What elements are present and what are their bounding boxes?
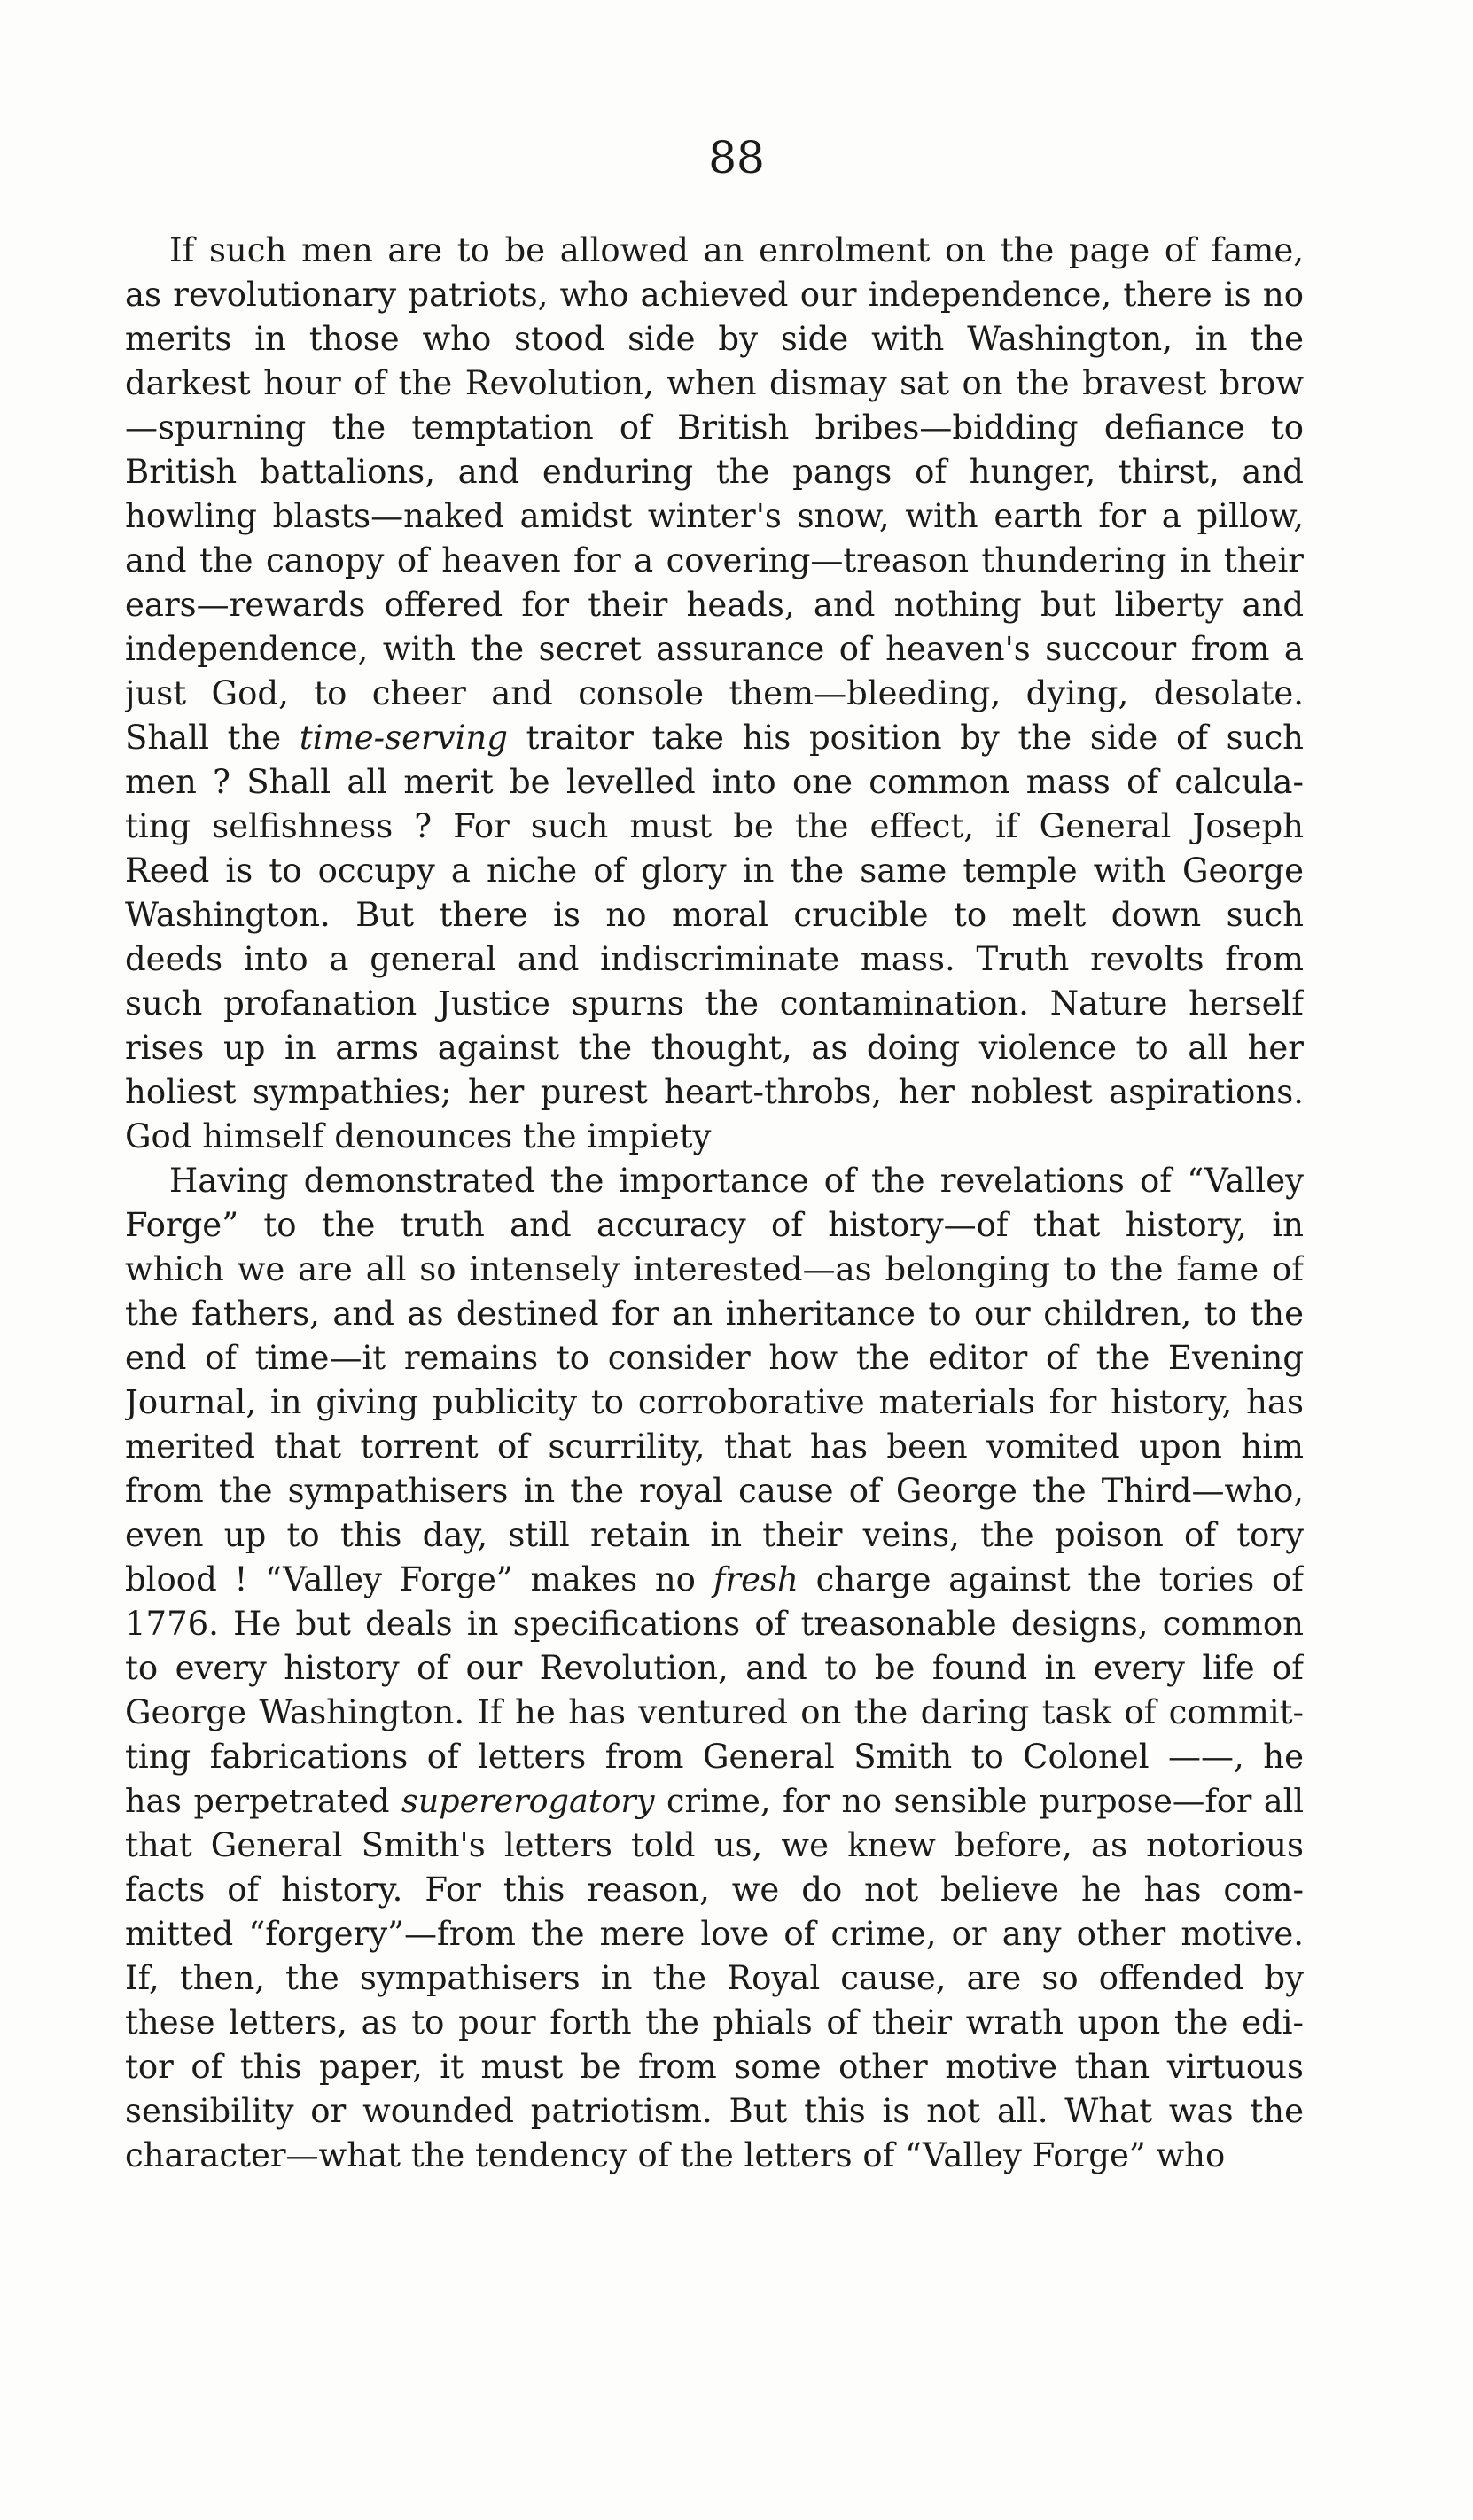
text-line: Forge” to the truth and accuracy of history—of that history, in — [125, 1206, 1304, 1244]
text-line: which we are all so intensely interested—as belonging to the fame of — [125, 1250, 1304, 1288]
text-line: Having demonstrated the importance of the revelations of “Valley — [169, 1162, 1304, 1200]
text-line: deeds into a general and indiscriminate mass. Truth revolts from — [125, 940, 1304, 978]
text-line: that General Smith's letters told us, we knew before, as notorious — [125, 1826, 1304, 1864]
text-segment: blood ! “Valley Forge” makes no — [125, 1560, 713, 1598]
text-line: from the sympathisers in the royal cause of George the Third—who, — [125, 1472, 1304, 1510]
text-line: facts of history. For this reason, we do not believe he has com- — [125, 1871, 1304, 1909]
text-line: ears—rewards offered for their heads, and nothing but liberty and — [125, 586, 1304, 624]
text-line: 1776. He but deals in specifications of treasonable designs, common — [125, 1605, 1304, 1643]
text-line: sensibility or wounded patriotism. But this is not all. What was the — [125, 2092, 1304, 2130]
text-segment: Shall the — [125, 719, 300, 757]
text-line: the fathers, and as destined for an inheritance to our children, to the — [125, 1295, 1304, 1333]
text-line: just God, to cheer and console them—bleeding, dying, desolate. — [125, 674, 1304, 712]
text-line: ting fabrications of letters from General Smith to Colonel ——, he — [125, 1738, 1304, 1776]
text-line: mitted “forgery”—from the mere love of crime, or any other motive. — [125, 1915, 1304, 1953]
text-line: Washington. But there is no moral crucible to melt down such — [125, 896, 1304, 934]
text-line: to every history of our Revolution, and to be found in every life of — [125, 1649, 1304, 1687]
text-segment: traitor take his position by the side of such — [507, 719, 1304, 757]
text-line: ting selfishness ? For such must be the effect, if General Joseph — [125, 807, 1304, 845]
text-line — [125, 1779, 1304, 1824]
text-line: as revolutionary patriots, who achieved our independence, there is no — [125, 276, 1304, 314]
text-line: God himself denounces the impiety — [125, 1117, 712, 1155]
text-line: howling blasts—naked amidst winter's snow, with earth for a pillow, — [125, 497, 1304, 535]
body-text — [125, 229, 1304, 2178]
text-line — [125, 716, 1304, 760]
text-line: end of time—it remains to consider how the editor of the Evening — [125, 1339, 1304, 1377]
paragraph — [125, 229, 1304, 1159]
text-line: Journal, in giving publicity to corroborative materials for history, has — [125, 1383, 1304, 1421]
text-line: such profanation Justice spurns the contamination. Nature herself — [125, 984, 1304, 1023]
text-line: British battalions, and enduring the pangs of hunger, thirst, and — [125, 453, 1304, 491]
text-line: Reed is to occupy a niche of glory in the same temple with George — [125, 852, 1304, 890]
paragraph — [125, 1159, 1304, 2178]
text-line: character—what the tendency of the letters of “Valley Forge” who — [125, 2136, 1226, 2174]
text-line: merited that torrent of scurrility, that has been vomited upon him — [125, 1427, 1304, 1466]
text-segment: charge against the tories of — [798, 1560, 1304, 1598]
text-line: holiest sympathies; her purest heart-throbs, her noblest aspirations. — [125, 1073, 1304, 1111]
text-line — [125, 1558, 1304, 1602]
italic-text: fresh — [713, 1560, 799, 1598]
text-line: rises up in arms against the thought, as doing violence to all her — [125, 1029, 1304, 1067]
italic-text: supererogatory — [401, 1782, 655, 1820]
text-line: If, then, the sympathisers in the Royal cause, are so offended by — [125, 1959, 1304, 1997]
text-line: darkest hour of the Revolution, when dismay sat on the bravest brow — [125, 364, 1304, 402]
text-line: men ? Shall all merit be levelled into one common mass of calcula- — [125, 763, 1304, 801]
text-line: and the canopy of heaven for a covering—treason thundering in their — [125, 541, 1304, 579]
text-line: George Washington. If he has ventured on the daring task of commit- — [125, 1693, 1304, 1731]
text-segment: crime, for no sensible purpose—for all — [654, 1782, 1304, 1820]
text-line: merits in those who stood side by side with Washington, in the — [125, 320, 1304, 358]
text-line: independence, with the secret assurance of heaven's succour from a — [125, 630, 1304, 668]
text-line: these letters, as to pour forth the phials of their wrath upon the edi- — [125, 2003, 1304, 2042]
text-line: —spurning the temptation of British bribes—bidding defiance to — [125, 408, 1304, 447]
text-line: even up to this day, still retain in their veins, the poison of tory — [125, 1516, 1304, 1554]
page-number: 88 — [708, 132, 765, 183]
text-segment: has perpetrated — [125, 1782, 401, 1820]
italic-text: time-serving — [299, 719, 508, 757]
text-line: If such men are to be allowed an enrolment on the page of fame, — [169, 231, 1304, 269]
text-line: tor of this paper, it must be from some other motive than virtuous — [125, 2048, 1304, 2086]
